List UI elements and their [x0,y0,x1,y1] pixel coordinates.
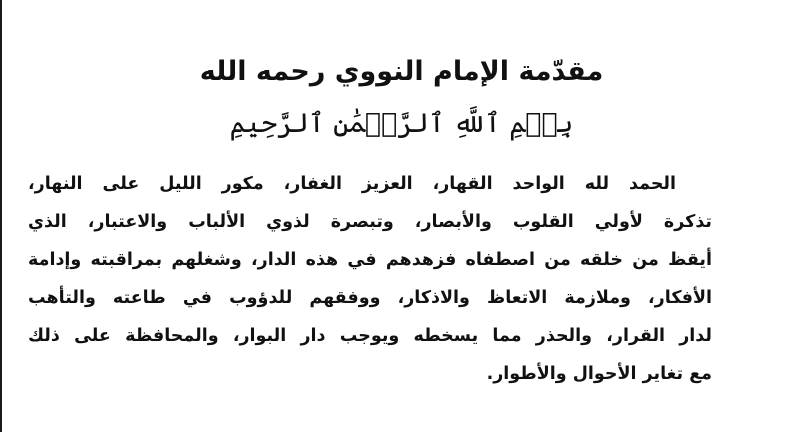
basmala-heading: بِسۡمِ ٱللَّهِ ٱلرَّحۡمَٰنِ ٱلرَّحِيمِ [229,108,574,139]
paragraph-line: لدار القرار، والحذر مما يسخطه ويوجب دار البوار، والمحافظة على ذلك [28,326,712,346]
paragraph-line: تذكرة لأولي القلوب والأبصار، وتبصرة لذوي الألباب والاعتبار، الذي [28,212,712,232]
paragraph-line: الحمد لله الواحد القهار، العزيز الغفار، مكور الليل على النهار، [28,174,676,194]
page-title: مقدّمة الإمام النووي رحمه الله [199,56,604,87]
paragraph-line: أيقظ من خلقه من اصطفاه فزهدهم في هذه الدار، وشغلهم بمراقبته وإدامة [28,250,712,270]
paragraph [28,165,712,393]
paragraph-line: الأفكار، وملازمة الاتعاظ والاذكار، ووفقهم للدؤوب في طاعته والتأهب [28,288,712,308]
paragraph-line: مع تغاير الأحوال والأطوار. [486,364,712,384]
